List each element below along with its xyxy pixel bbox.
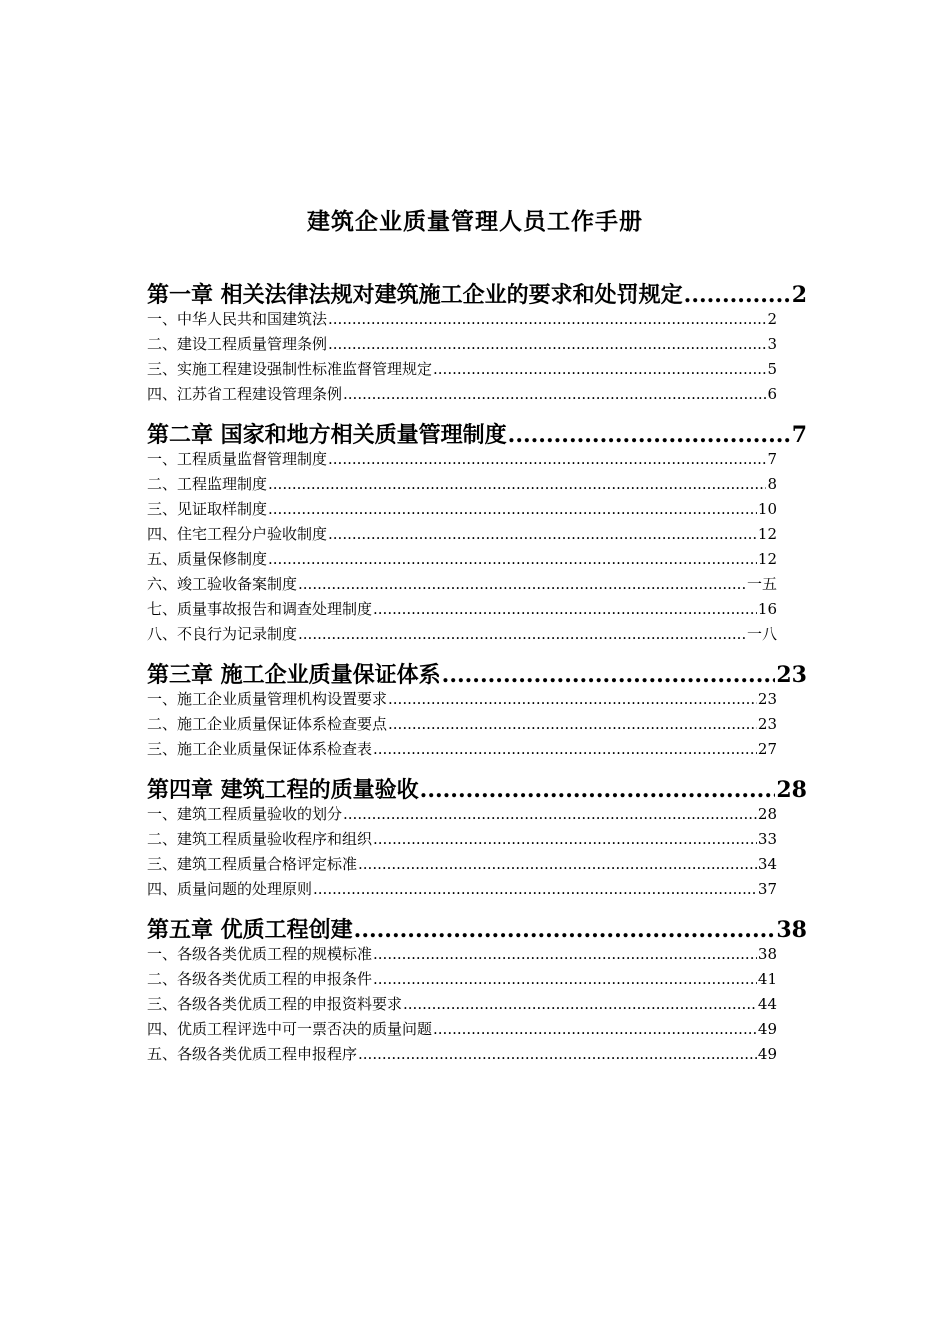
chapter-label: 第四章 建筑工程的质量验收 bbox=[147, 777, 419, 803]
section-label: 三、各级各类优质工程的申报资料要求 bbox=[147, 995, 403, 1013]
section-label: 二、工程监理制度 bbox=[147, 475, 268, 493]
section-page-number: 7 bbox=[767, 450, 777, 468]
dot-leader bbox=[403, 995, 757, 1013]
section-label: 三、建筑工程质量合格评定标准 bbox=[147, 855, 358, 873]
section-page-number: 5 bbox=[767, 360, 777, 378]
section-label: 一、各级各类优质工程的规模标准 bbox=[147, 945, 373, 963]
section-label: 七、质量事故报告和调查处理制度 bbox=[147, 600, 373, 618]
toc-section-entry[interactable] bbox=[147, 333, 777, 358]
chapter-label: 第二章 国家和地方相关质量管理制度 bbox=[147, 422, 507, 448]
dot-leader bbox=[373, 600, 757, 618]
dot-leader bbox=[433, 360, 766, 378]
toc-section-entry[interactable] bbox=[147, 943, 777, 968]
section-label: 四、住宅工程分户验收制度 bbox=[147, 525, 328, 543]
section-label: 一、中华人民共和国建筑法 bbox=[147, 310, 328, 328]
toc-section-entry[interactable] bbox=[147, 473, 777, 498]
toc-section-entry[interactable] bbox=[147, 498, 777, 523]
toc-section-entry[interactable] bbox=[147, 1043, 777, 1068]
dot-leader bbox=[358, 1045, 757, 1063]
section-label: 五、质量保修制度 bbox=[147, 550, 268, 568]
dot-leader bbox=[508, 422, 791, 448]
dot-leader bbox=[298, 625, 746, 643]
toc-section-entry[interactable] bbox=[147, 713, 777, 738]
chapter-page-number: 2 bbox=[791, 282, 807, 308]
chapter-page-number: 7 bbox=[791, 422, 807, 448]
table-of-contents bbox=[147, 278, 807, 1078]
toc-section-entry[interactable] bbox=[147, 1018, 777, 1043]
dot-leader bbox=[343, 805, 757, 823]
dot-leader bbox=[328, 335, 766, 353]
toc-chapter-group bbox=[147, 773, 807, 903]
chapter-page-number: 28 bbox=[776, 777, 807, 803]
toc-section-entry[interactable] bbox=[147, 548, 777, 573]
section-page-number: 23 bbox=[757, 715, 777, 733]
section-label: 三、见证取样制度 bbox=[147, 500, 268, 518]
section-page-number: 23 bbox=[757, 690, 777, 708]
section-page-number: 33 bbox=[757, 830, 777, 848]
section-page-number: 10 bbox=[757, 500, 777, 518]
section-label: 三、实施工程建设强制性标准监督管理规定 bbox=[147, 360, 433, 378]
dot-leader bbox=[420, 777, 776, 803]
dot-leader bbox=[373, 970, 757, 988]
section-page-number: 38 bbox=[757, 945, 777, 963]
section-label: 四、优质工程评选中可一票否决的质量问题 bbox=[147, 1020, 433, 1038]
dot-leader bbox=[373, 740, 757, 758]
document-title: 建筑企业质量管理人员工作手册 bbox=[307, 208, 643, 235]
toc-section-entry[interactable] bbox=[147, 358, 777, 383]
dot-leader bbox=[343, 385, 766, 403]
toc-chapter-entry[interactable] bbox=[147, 913, 807, 943]
section-label: 四、质量问题的处理原则 bbox=[147, 880, 313, 898]
chapter-label: 第五章 优质工程创建 bbox=[147, 917, 353, 943]
toc-section-entry[interactable] bbox=[147, 688, 777, 713]
section-page-number: 27 bbox=[757, 740, 777, 758]
section-page-number: 41 bbox=[757, 970, 777, 988]
section-page-number: 34 bbox=[757, 855, 777, 873]
toc-section-entry[interactable] bbox=[147, 598, 777, 623]
section-page-number: 3 bbox=[767, 335, 777, 353]
toc-chapter-entry[interactable] bbox=[147, 418, 807, 448]
section-label: 八、不良行为记录制度 bbox=[147, 625, 298, 643]
section-page-number: 44 bbox=[757, 995, 777, 1013]
dot-leader bbox=[373, 830, 757, 848]
dot-leader bbox=[354, 917, 776, 943]
section-page-number: 37 bbox=[757, 880, 777, 898]
toc-chapter-entry[interactable] bbox=[147, 658, 807, 688]
dot-leader bbox=[313, 880, 757, 898]
toc-chapter-entry[interactable] bbox=[147, 773, 807, 803]
dot-leader bbox=[328, 310, 766, 328]
section-page-number: 6 bbox=[767, 385, 777, 403]
section-page-number: 一五 bbox=[746, 575, 777, 593]
section-page-number: 2 bbox=[767, 310, 777, 328]
toc-section-entry[interactable] bbox=[147, 828, 777, 853]
section-page-number: 12 bbox=[757, 550, 777, 568]
toc-section-entry[interactable] bbox=[147, 573, 777, 598]
dot-leader bbox=[328, 525, 757, 543]
toc-chapter-group bbox=[147, 913, 807, 1068]
chapter-label: 第三章 施工企业质量保证体系 bbox=[147, 662, 441, 688]
toc-section-entry[interactable] bbox=[147, 993, 777, 1018]
section-page-number: 12 bbox=[757, 525, 777, 543]
dot-leader bbox=[298, 575, 746, 593]
section-label: 二、建设工程质量管理条例 bbox=[147, 335, 328, 353]
toc-section-entry[interactable] bbox=[147, 523, 777, 548]
section-page-number: 49 bbox=[757, 1020, 777, 1038]
section-label: 六、竣工验收备案制度 bbox=[147, 575, 298, 593]
toc-section-entry[interactable] bbox=[147, 308, 777, 333]
section-page-number: 28 bbox=[757, 805, 777, 823]
section-page-number: 16 bbox=[757, 600, 777, 618]
chapter-page-number: 38 bbox=[776, 917, 807, 943]
dot-leader bbox=[268, 500, 757, 518]
section-page-number: 49 bbox=[757, 1045, 777, 1063]
dot-leader bbox=[373, 945, 757, 963]
section-label: 五、各级各类优质工程申报程序 bbox=[147, 1045, 358, 1063]
dot-leader bbox=[358, 855, 757, 873]
chapter-label: 第一章 相关法律法规对建筑施工企业的要求和处罚规定 bbox=[147, 282, 683, 308]
chapter-page-number: 23 bbox=[776, 662, 807, 688]
section-page-number: 8 bbox=[767, 475, 777, 493]
section-label: 二、施工企业质量保证体系检查要点 bbox=[147, 715, 388, 733]
section-label: 一、工程质量监督管理制度 bbox=[147, 450, 328, 468]
toc-section-entry[interactable] bbox=[147, 853, 777, 878]
dot-leader bbox=[684, 282, 791, 308]
dot-leader bbox=[388, 690, 757, 708]
dot-leader bbox=[388, 715, 757, 733]
dot-leader bbox=[328, 450, 766, 468]
toc-chapter-group bbox=[147, 658, 807, 763]
toc-section-entry[interactable] bbox=[147, 878, 777, 903]
toc-section-entry[interactable] bbox=[147, 738, 777, 763]
dot-leader bbox=[268, 550, 757, 568]
dot-leader bbox=[433, 1020, 757, 1038]
section-label: 四、江苏省工程建设管理条例 bbox=[147, 385, 343, 403]
toc-chapter-group bbox=[147, 278, 807, 408]
dot-leader bbox=[268, 475, 766, 493]
section-label: 二、建筑工程质量验收程序和组织 bbox=[147, 830, 373, 848]
toc-section-entry[interactable] bbox=[147, 448, 777, 473]
section-label: 二、各级各类优质工程的申报条件 bbox=[147, 970, 373, 988]
dot-leader bbox=[442, 662, 776, 688]
section-label: 三、施工企业质量保证体系检查表 bbox=[147, 740, 373, 758]
toc-section-entry[interactable] bbox=[147, 623, 777, 648]
toc-chapter-entry[interactable] bbox=[147, 278, 807, 308]
toc-section-entry[interactable] bbox=[147, 383, 777, 408]
toc-section-entry[interactable] bbox=[147, 803, 777, 828]
toc-chapter-group bbox=[147, 418, 807, 648]
section-page-number: 一八 bbox=[746, 625, 777, 643]
section-label: 一、建筑工程质量验收的划分 bbox=[147, 805, 343, 823]
toc-section-entry[interactable] bbox=[147, 968, 777, 993]
section-label: 一、施工企业质量管理机构设置要求 bbox=[147, 690, 388, 708]
